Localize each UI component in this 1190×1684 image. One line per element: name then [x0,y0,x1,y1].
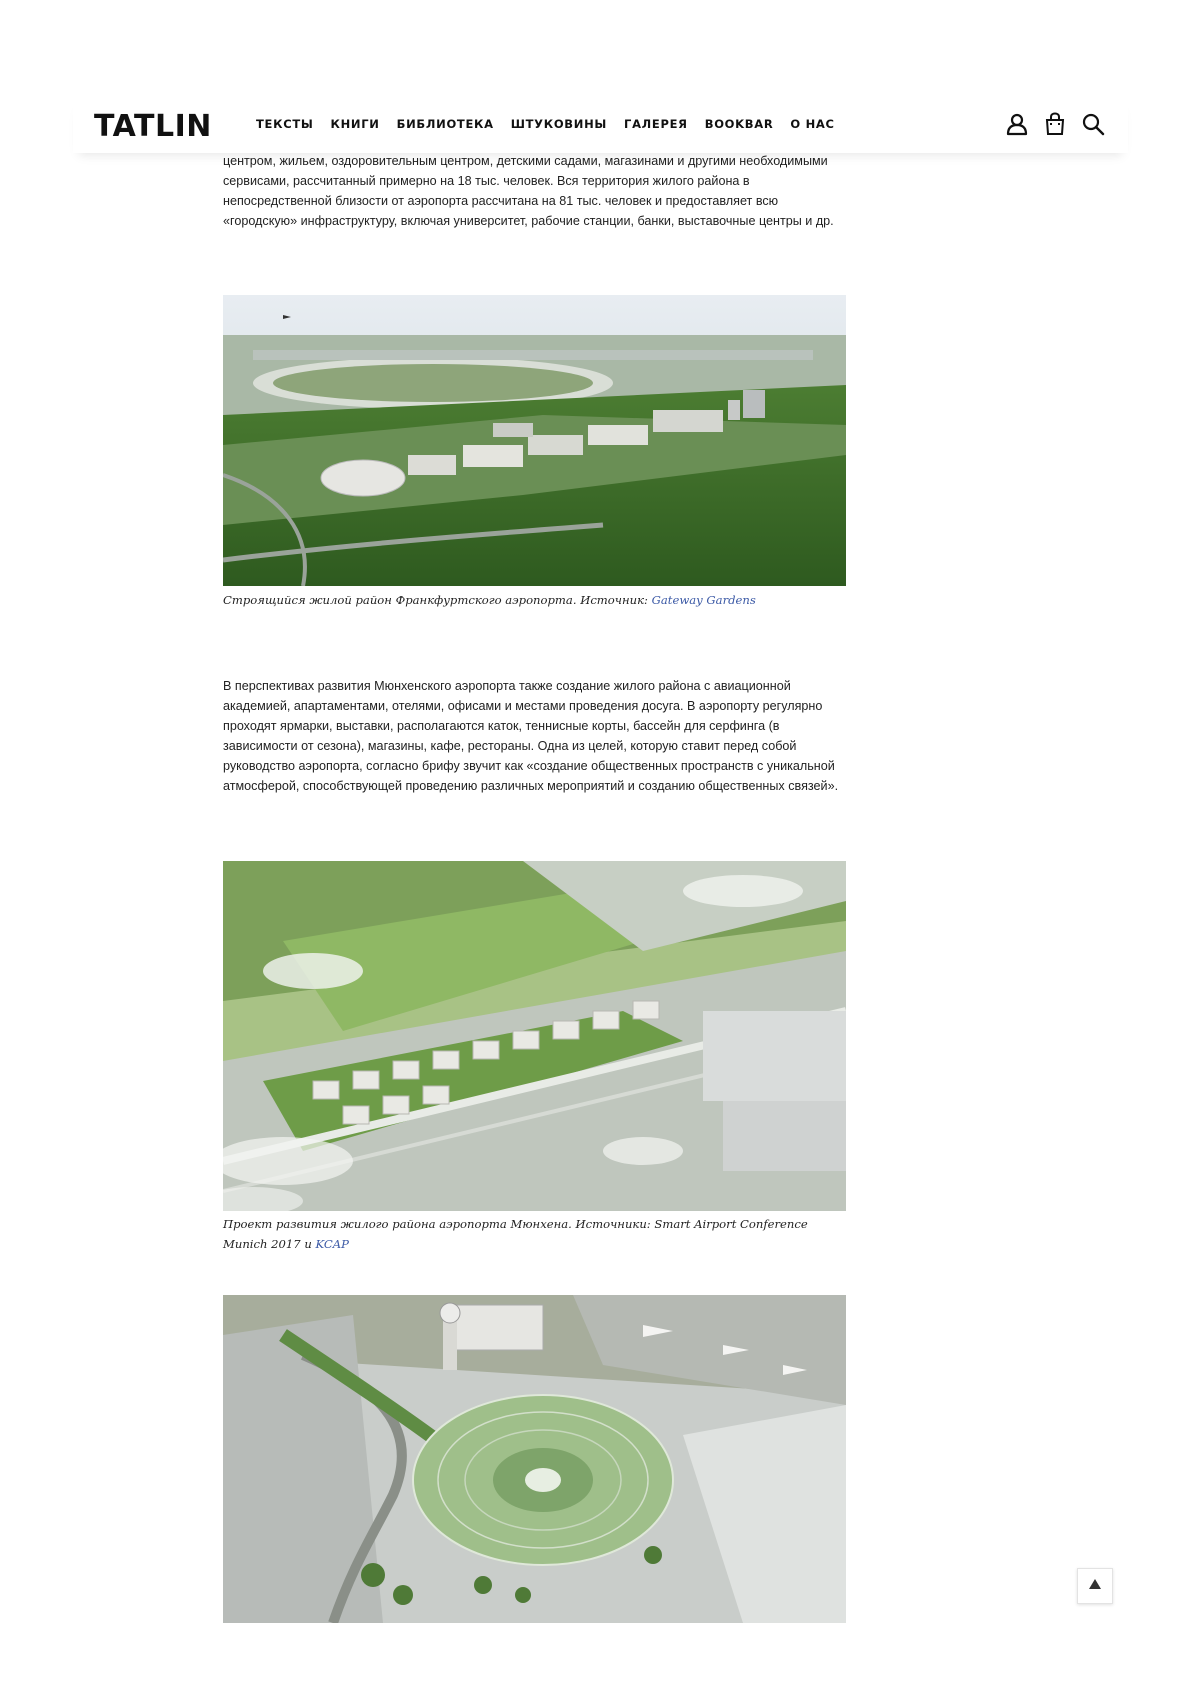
caption-text: Строящийся жилой район Франкфуртского аэропорта. Источник: [223,593,652,607]
nav-item-about[interactable]: О НАС [790,117,835,131]
arrow-up-icon [1088,1577,1102,1595]
nav-item-stuff[interactable]: ШТУКОВИНЫ [510,117,608,131]
search-icon[interactable] [1080,111,1106,137]
nav-item-bookbar[interactable]: BOOKBAR [704,117,774,131]
image-caption [223,1214,853,1254]
nav-item-books[interactable]: КНИГИ [330,117,380,131]
image-caption [223,590,853,610]
main-nav [256,117,835,131]
site-header [73,97,1128,153]
header-actions [1004,111,1106,137]
nav-item-texts[interactable]: ТЕКСТЫ [256,117,314,131]
caption-source-link[interactable]: Gateway Gardens [651,593,756,607]
caption-source-link[interactable]: KCAP [315,1237,349,1251]
munich-district-rendering [223,861,846,1211]
scroll-to-top-button[interactable] [1077,1568,1113,1604]
nav-item-library[interactable]: БИБЛИОТЕКА [396,117,494,131]
site-logo[interactable]: TATLIN [94,109,212,144]
caption-text: Проект развития жилого района аэропорта Мюнхена. Источники: Smart Airport Conference Munich 2017 и [223,1217,808,1251]
article-paragraph: В перспективах развития Мюнхенского аэропорта также создание жилого района с авиационной академией, апартаментами, отелями, офисами и местами проведения досуга. В аэропорту регулярно проходят ярмарки, выставки, располагаются каток, теннисные корты, бассейн для серфинга (в зависимости от сезона), магазины, кафе, рестораны. Одна из целей, которую ставит перед собой руководство аэропорта, согласно брифу звучит как «создание общественных пространств с уникальной атмосферой, способствующей проведению различных мероприятий и созданию общественных связей». [223,679,839,793]
airport-dome-rendering [223,1295,846,1623]
bag-icon[interactable] [1042,111,1068,137]
article-paragraph: центром, жильем, оздоровительным центром, детскими садами, магазинами и другими необходимыми сервисами, рассчитанный примерно на 18 тыс. человек. Вся территория жилого района в непосредственной близости от аэропорта рассчитана на 81 тыс. человек и предоставляет всю «городскую» инфраструктуру, включая университет, рабочие станции, банки, выставочные центры и др. [223,154,834,228]
frankfurt-district-photo [223,295,846,586]
user-icon[interactable] [1004,111,1030,137]
nav-item-gallery[interactable]: ГАЛЕРЕЯ [624,117,688,131]
